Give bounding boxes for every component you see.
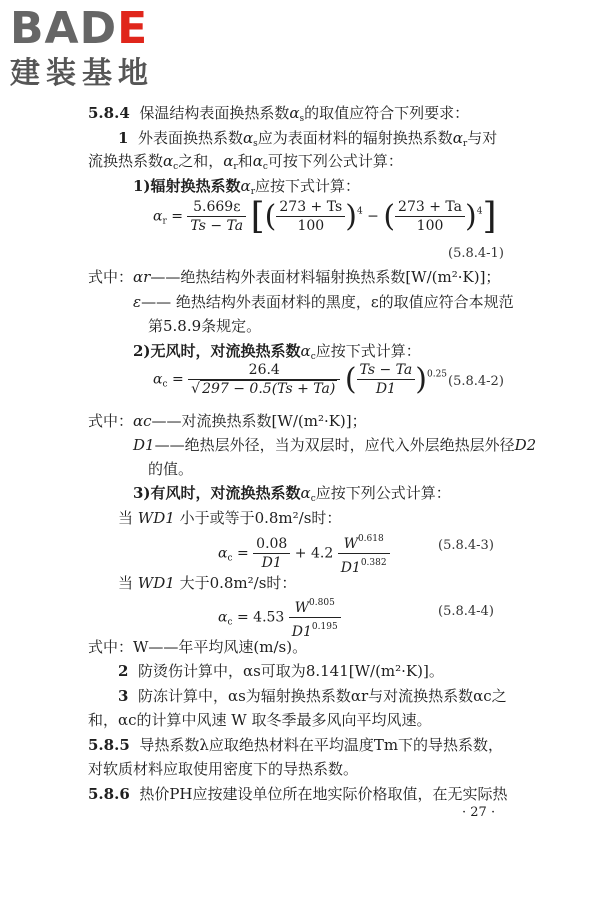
eq4-number: (5.8.4-4)	[438, 604, 494, 619]
cond1-sym: WD1	[137, 509, 175, 527]
eq1-term2-num: 273 + Ta	[395, 198, 465, 217]
where1-a-sym: αr	[133, 268, 151, 286]
sub3-line: 3)有风时，对流换热系数$\alpha_c$应按下列公式计算：	[133, 484, 451, 504]
item1-line2-a: 流换热系数	[88, 152, 164, 170]
clause-586-text1: 热价PH应按建设单位所在地实际价格取值，在无实际热	[139, 785, 508, 803]
where2-a-sym: αc	[133, 412, 152, 430]
item1-line2-c: 和	[237, 152, 253, 170]
where1-b-cont: 第5.8.9条规定。	[148, 317, 262, 335]
where1-a	[88, 266, 500, 288]
sub1-tail: 应按下式计算：	[255, 177, 361, 195]
eq1-denominator: Ts − Ta	[190, 218, 244, 234]
where2-a	[88, 410, 367, 432]
item3-num: 3	[118, 687, 129, 705]
eq2-frac-num: Ts − Ta	[357, 361, 416, 380]
where2-b-sym: D1	[133, 436, 155, 454]
where1-a-text: ——绝热结构外表面材料辐射换热系数[W/(m²·K)]；	[150, 268, 501, 286]
eq3-b-num-exp: 0.618	[357, 534, 384, 544]
item2-line	[118, 660, 444, 682]
item1-line1-a: 外表面换热系数	[137, 129, 243, 147]
eq2-numerator: 26.4	[188, 361, 340, 380]
where2-b-text: ——绝热层外径，当为双层时，应代入外层绝热层外径	[154, 436, 515, 454]
eq1-exp1: 4	[356, 206, 363, 217]
item1-line1-c: 与对	[467, 129, 498, 147]
eq4-num-exp: 0.805	[309, 598, 335, 608]
eq1-term2-den: 100	[416, 218, 444, 234]
where1-b-sym: ε	[133, 293, 142, 311]
where2-prefix: 式中：	[88, 412, 134, 430]
eq3-b-num: W	[343, 536, 358, 552]
eq3-number: (5.8.4-3)	[438, 538, 494, 553]
clause-584-intro-sym: α	[289, 104, 300, 122]
logo	[10, 4, 180, 96]
cond2-tail: 大于0.8m²/s时：	[179, 574, 297, 592]
equation-3: $\alpha_c$ = $\frac{0.08}{D1}$ + 4.2 $\frac{W^{0.618}}{D1^{0.382}}$	[218, 530, 390, 577]
where2-a-text: ——对流换热系数[W/(m²·K)]；	[151, 412, 367, 430]
item1-line2: 流换热系数$\alpha_c$之和，$\alpha_r$和$\alpha_c$可按下列公式计算：	[88, 152, 403, 172]
where2-b-cont: 的值。	[148, 460, 194, 478]
page-number: · 27 ·	[462, 805, 496, 820]
item1-num: 1	[118, 129, 129, 147]
item1-line2-d: 可按下列公式计算：	[267, 152, 403, 170]
clause-585-line2: 对软质材料应取使用密度下的导热系数。	[88, 760, 359, 778]
sub3-tail: 应按下列公式计算：	[315, 484, 451, 502]
where2-b	[133, 434, 536, 456]
eq1-term1-num: 273 + Ts	[276, 198, 345, 217]
equation-2: $\alpha_c$ = $\frac{26.4}{√ 297 - 0.5(Ts + Ta)}$ ( $\frac{Ts - Ta}{D1}$ )$^{0.25}$	[153, 362, 448, 397]
eq3-b-den: D1	[340, 560, 361, 576]
clause-584-intro-sub: s	[299, 114, 305, 124]
item2-num: 2	[118, 662, 129, 680]
clause-586-number: 5.8.6	[88, 785, 130, 803]
clause-584-intro: 保温结构表面换热系数	[139, 104, 290, 122]
eq4-den-exp: 0.195	[311, 622, 338, 632]
logo-brand-cn: 建装基地	[10, 56, 154, 91]
sub1-line: 1)辐射换热系数$\alpha_r$应按下式计算：	[133, 177, 361, 197]
eq1-term1-den: 100	[297, 218, 325, 234]
eq1-numerator: 5.669ε	[187, 198, 246, 217]
clause-584-number: 5.8.4	[88, 104, 130, 122]
eq4-num: W	[294, 600, 310, 616]
sub1-label: 1)辐射换热系数	[133, 177, 241, 195]
sub2-line: 2)无风时，对流换热系数$\alpha_c$应按下式计算：	[133, 342, 421, 362]
clause-585-number: 5.8.5	[88, 736, 130, 754]
eq4-den: D1	[291, 624, 312, 640]
where1-b-text: —— 绝热结构外表面材料的黑度，ε的取值应符合本规范	[141, 293, 514, 311]
clause-586-line1	[88, 783, 508, 805]
clause-584-heading	[88, 102, 469, 130]
sub3-label: 3)有风时，对流换热系数	[133, 484, 301, 502]
eq4-coef: 4.53	[253, 609, 285, 626]
item1-line1: 1 外表面换热系数$\alpha_s$应为表面材料的辐射换热系数$\alpha_r$与对	[118, 129, 498, 149]
cond1-prefix: 当	[118, 509, 134, 527]
where3-line: 式中：W——年平均风速(m/s)。	[88, 638, 308, 656]
where1-b	[133, 291, 514, 313]
item1-line1-b: 应为表面材料的辐射换热系数	[257, 129, 453, 147]
where2-b-tail-sym: D2	[514, 436, 537, 454]
clause-585-line1	[88, 734, 503, 756]
item3-text1: 防冻计算中，αs为辐射换热系数αr与对流换热系数αc之	[137, 687, 507, 705]
eq2-frac-den: D1	[375, 381, 396, 397]
eq3-b-den-exp: 0.382	[360, 558, 387, 568]
sub2-tail: 应按下式计算：	[315, 342, 421, 360]
cond1-tail: 小于或等于0.8m²/s时：	[179, 509, 342, 527]
cond2-line	[118, 572, 296, 594]
clause-584-intro-tail: 的取值应符合下列要求：	[304, 104, 470, 122]
equation-4: $\alpha_c = 4.53$ $\frac{W^{0.805}}{D1^{0.195}}$	[218, 594, 341, 641]
eq2-number: (5.8.4-2)	[448, 374, 504, 389]
cond1-line	[118, 507, 341, 529]
sub2-label: 2)无风时，对流换热系数	[133, 342, 301, 360]
item2-text: 防烫伤计算中，αs可取为8.141[W/(m²·K)]。	[137, 662, 444, 680]
eq1-exp2: 4	[476, 206, 483, 217]
eq3-a-den: D1	[261, 555, 282, 571]
where1-prefix: 式中：	[88, 268, 134, 286]
cond2-prefix: 当	[118, 574, 134, 592]
eq3-plus: + 4.2	[294, 545, 334, 562]
logo-brand	[10, 4, 148, 54]
item3-line1	[118, 685, 507, 707]
item1-line2-b: 之和，	[178, 152, 224, 170]
item3-line2: 和，αc的计算中风速 W 取冬季最多风向平均风速。	[88, 711, 432, 729]
equation-1: $\alpha_r$ = $\frac{5.669\varepsilon}{Ts - Ta}$ [( $\frac{273 + Ts}{100}$ )$^4$ − ( $\frac{273 + Ta}{100}$ )$^4$]	[153, 196, 497, 237]
eq2-denominator: 297 − 0.5(Ts + Ta)	[202, 381, 336, 397]
logo-brand-part2: E	[117, 3, 149, 54]
cond2-sym: WD1	[137, 574, 175, 592]
eq3-a-num: 0.08	[253, 535, 290, 554]
eq1-number: (5.8.4-1)	[448, 246, 504, 261]
eq2-exp: 0.25	[426, 369, 448, 380]
clause-585-text1: 导热系数λ应取绝热材料在平均温度Tm下的导热系数，	[139, 736, 504, 754]
logo-brand-part1: BAD	[10, 3, 118, 54]
